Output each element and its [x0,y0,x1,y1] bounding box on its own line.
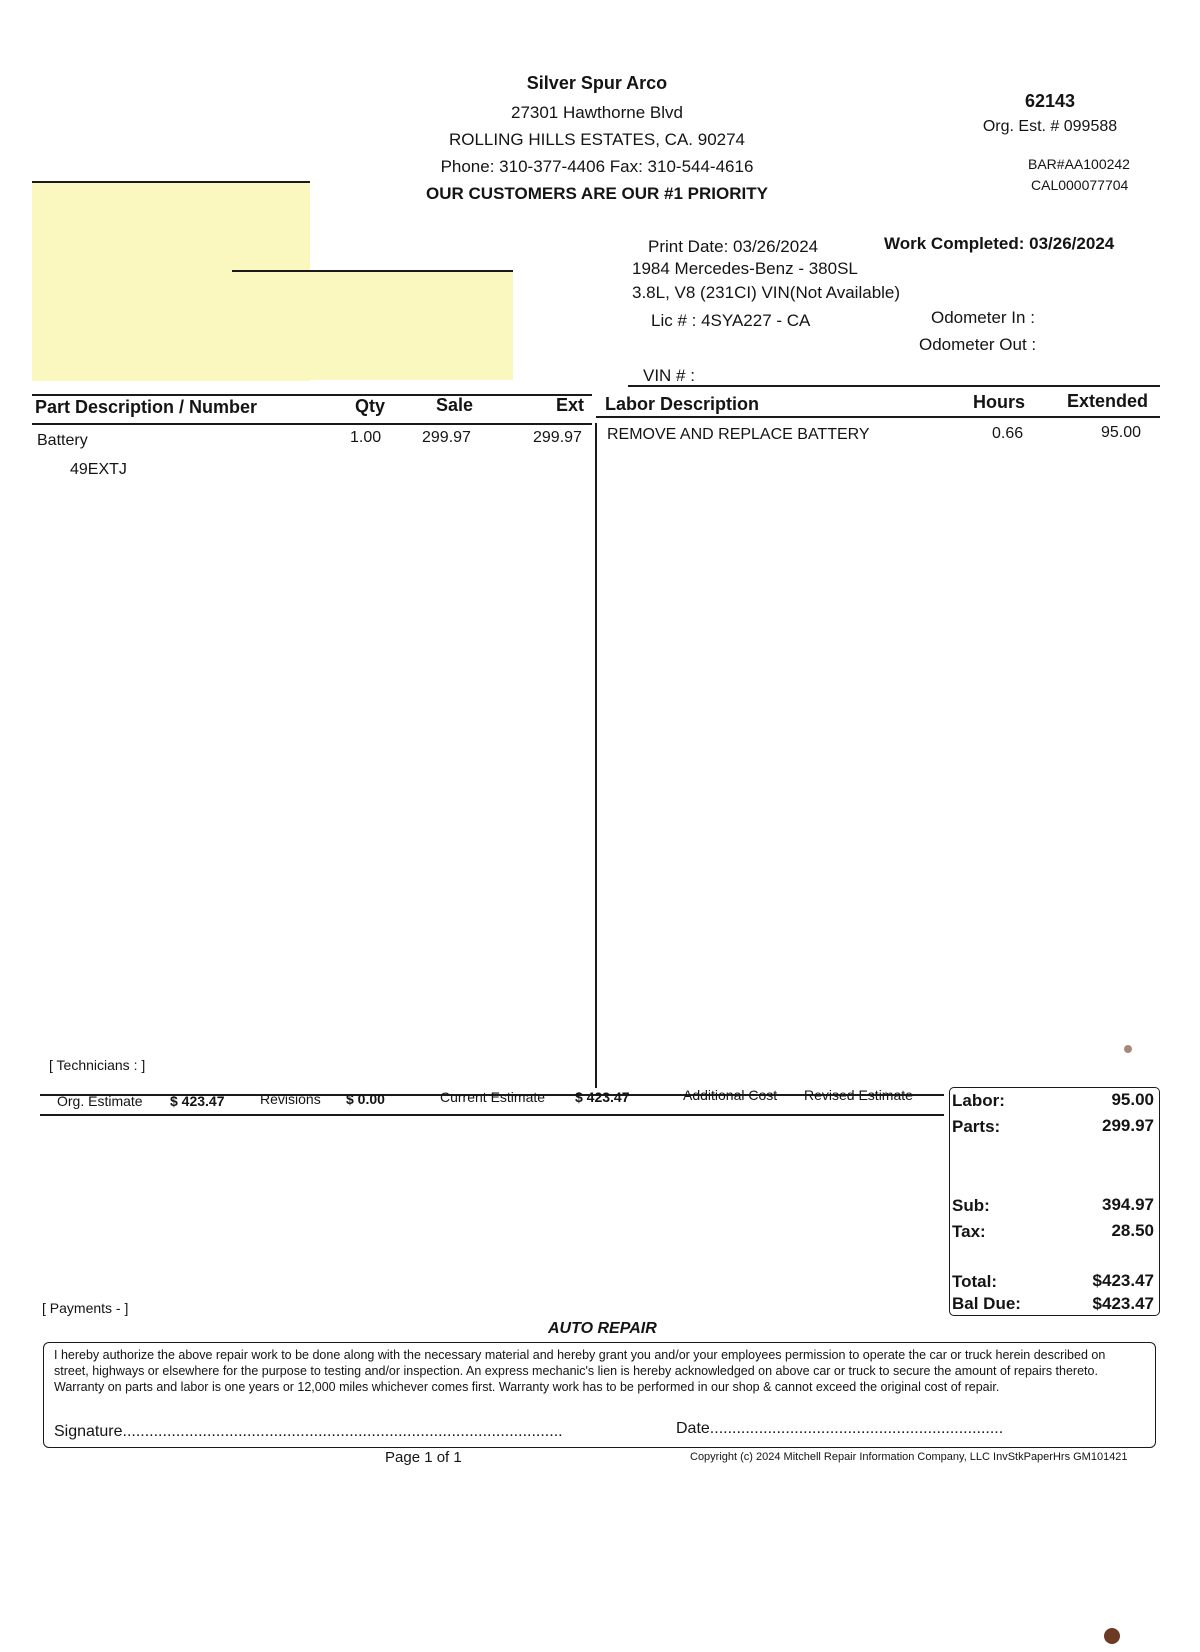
shop-name: Silver Spur Arco [526,73,668,93]
labor-header-extended: Extended [1067,391,1149,411]
part-ext: 299.97 [533,429,582,446]
parts-header-ext: Ext [556,395,585,415]
subtotal-value: 394.97 [1102,1195,1154,1214]
customer-underline-2 [232,270,513,272]
labor-header-hours: Hours [973,392,1026,412]
invoice-number: 62143 [1024,91,1076,111]
tax-value: 28.50 [1111,1221,1154,1240]
parts-total-value: 299.97 [1102,1116,1154,1135]
header-rule-right [628,385,1160,387]
page-number: Page 1 of 1 [385,1449,462,1466]
revisions-value: $ 0.00 [346,1091,385,1107]
current-estimate-value: $ 423.47 [575,1089,630,1105]
payments: [ Payments - ] [42,1300,129,1316]
labor-header-underline [596,416,1160,418]
authorization-text: I hereby authorize the above repair work to be done along with the necessary material and hereby grant you and/or your employees permission to operate the car or truck herein described on street, highways or elsewhere for the purpose to testing and/or inspection. An express mechanic's lien is hereby acknowledged on above car or truck to secure the amount of repairs thereto. Warranty on parts and labor is one years or 12,000 miles whichever comes first. Warranty work has to be performed in our shop & cannot exceed the original cost of repair. [54,1348,1106,1394]
balance-due-label: Bal Due: [952,1294,1021,1313]
column-divider [595,423,597,1088]
parts-total-label: Parts: [952,1117,1001,1136]
shop-address-city: ROLLING HILLS ESTATES, CA. 90274 [448,130,746,149]
revised-estimate-label: Revised Estimate [804,1087,913,1103]
parts-header-underline [32,423,592,425]
redacted-customer-info-2 [232,270,513,380]
part-qty: 1.00 [350,429,382,446]
shop-phone-fax: Phone: 310-377-4406 Fax: 310-544-4616 [440,157,754,176]
shop-address-street: 27301 Hawthorne Blvd [510,103,683,122]
parts-header-qty: Qty [355,396,386,416]
labor-hours: 0.66 [992,425,1024,442]
org-estimate-number: Org. Est. # 099588 [982,118,1118,135]
odometer-out: Odometer Out : [919,335,1037,354]
subtotal-label: Sub: [952,1196,990,1215]
scan-speck [1124,1045,1132,1053]
org-estimate-label: Org. Estimate [57,1093,143,1109]
org-estimate-value: $ 423.47 [170,1093,225,1109]
work-completed: Work Completed: 03/26/2024 [884,234,1115,253]
total-label: Total: [952,1272,998,1291]
print-date: Print Date: 03/26/2024 [648,237,819,256]
parts-header-description: Part Description / Number [35,397,258,417]
total-value: $423.47 [1092,1271,1154,1290]
additional-cost-label: Additional Cost [683,1087,778,1103]
part-sale: 299.97 [422,429,471,446]
labor-total-label: Labor: [952,1091,1005,1110]
auto-repair-heading: AUTO REPAIR [548,1320,657,1337]
part-description: Battery [37,432,88,449]
estimate-bottom-rule [40,1114,944,1116]
vehicle-engine-vin: 3.8L, V8 (231CI) VIN(Not Available) [632,283,901,302]
labor-extended: 95.00 [1101,424,1142,441]
odometer-in: Odometer In : [931,308,1035,327]
bar-number: BAR#AA100242 [1028,156,1130,172]
parts-header-sale: Sale [436,395,474,415]
part-number: 49EXTJ [70,461,127,478]
date-line: Date.................................................................. [676,1420,1004,1437]
technicians: [ Technicians : ] [49,1057,146,1073]
labor-total-value: 95.00 [1111,1090,1154,1109]
balance-due-value: $423.47 [1092,1294,1154,1313]
revisions-label: Revisions [260,1091,321,1107]
copyright: Copyright (c) 2024 Mitchell Repair Information Company, LLC InvStkPaperHrs GM101421 [690,1451,1128,1463]
signature-line: Signature................................................................................................... [54,1423,563,1440]
shop-motto: OUR CUSTOMERS ARE OUR #1 PRIORITY [426,184,768,203]
labor-header-description: Labor Description [605,394,760,414]
vin-label: VIN # : [643,366,695,385]
customer-underline [32,181,310,183]
scan-speck [1104,1628,1120,1644]
current-estimate-label: Current Estimate [440,1089,546,1105]
vehicle-model: 1984 Mercedes-Benz - 380SL [632,259,858,278]
tax-label: Tax: [952,1222,986,1241]
header-rule-left [32,394,592,396]
cal-number: CAL000077704 [1031,177,1129,193]
license-plate: Lic # : 4SYA227 - CA [651,311,811,330]
labor-description: REMOVE AND REPLACE BATTERY [607,426,870,443]
